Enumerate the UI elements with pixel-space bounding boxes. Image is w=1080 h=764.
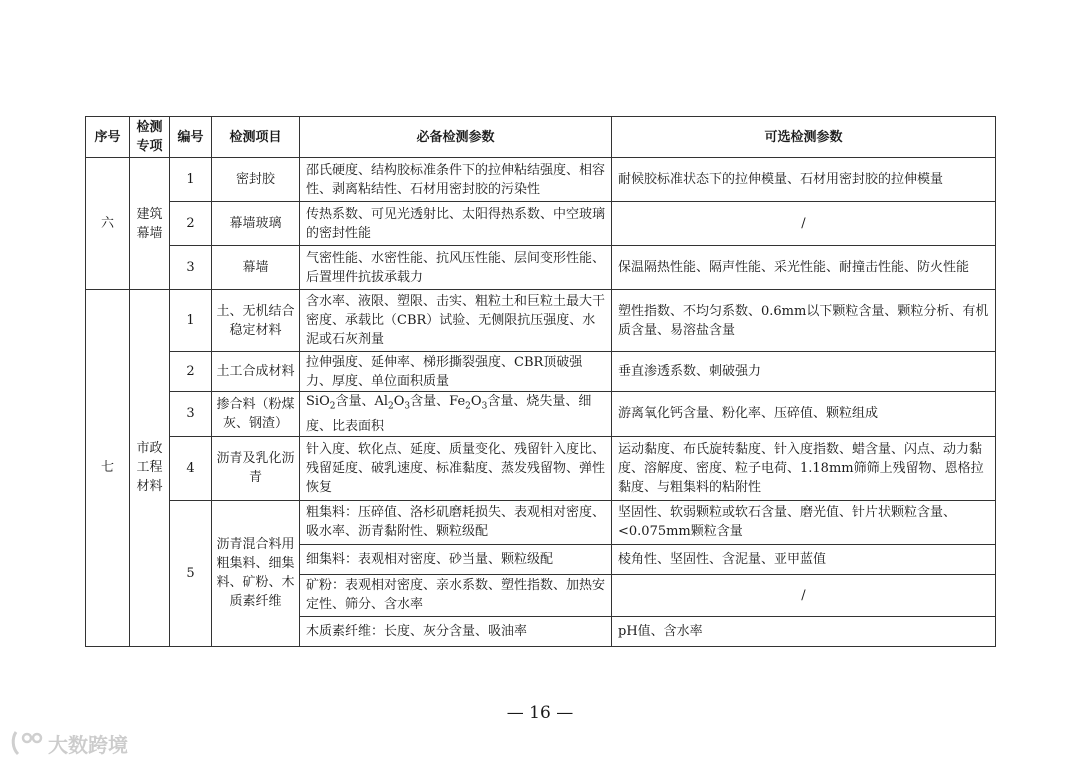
item-optional: / (612, 574, 996, 616)
header-no: 编号 (170, 117, 212, 158)
item-optional: 运动黏度、布氏旋转黏度、针入度指数、蜡含量、闪点、动力黏度、溶解度、密度、粒子电荷、1.18mm筛筛上残留物、恩格拉黏度、与粗集料的粘附性 (612, 436, 996, 500)
item-required: 木质素纤维：长度、灰分含量、吸油率 (300, 616, 612, 646)
table-row (86, 352, 996, 392)
watermark (10, 728, 150, 758)
item-optional: 棱角性、坚固性、含泥量、亚甲蓝值 (612, 544, 996, 574)
item-optional: 游离氧化钙含量、粉化率、压碎值、颗粒组成 (612, 392, 996, 437)
table-row (86, 392, 996, 437)
group-seq: 六 (86, 158, 130, 290)
item-name: 沥青混合料用粗集料、细集料、矿粉、木质素纤维 (212, 500, 300, 646)
item-name: 幕墙玻璃 (212, 202, 300, 246)
item-required: 拉伸强度、延伸率、梯形撕裂强度、CBR顶破强力、厚度、单位面积质量 (300, 352, 612, 392)
item-required: 粗集料：压碎值、洛杉矶磨耗损失、表观相对密度、吸水率、沥青黏附性、颗粒级配 (300, 500, 612, 544)
page-number: — 16 — (506, 703, 574, 723)
item-no: 4 (170, 436, 212, 500)
item-no: 3 (170, 392, 212, 437)
item-required: 邵氏硬度、结构胶标准条件下的拉伸粘结强度、相容性、剥离粘结性、石材用密封胶的污染性 (300, 158, 612, 202)
table-row (86, 436, 996, 500)
table-row (86, 158, 996, 202)
item-no: 2 (170, 202, 212, 246)
table-row (86, 202, 996, 246)
header-optional: 可选检测参数 (612, 117, 996, 158)
group-category: 市政工程材料 (130, 290, 170, 647)
item-optional: 保温隔热性能、隔声性能、采光性能、耐撞击性能、防火性能 (612, 246, 996, 290)
item-name: 幕墙 (212, 246, 300, 290)
item-name: 密封胶 (212, 158, 300, 202)
header-seq: 序号 (86, 117, 130, 158)
spec-table (85, 116, 996, 647)
item-no: 3 (170, 246, 212, 290)
item-optional: 塑性指数、不均匀系数、0.6mm以下颗粒含量、颗粒分析、有机质含量、易溶盐含量 (612, 290, 996, 352)
header-item: 检测项目 (212, 117, 300, 158)
item-optional: / (612, 202, 996, 246)
item-no: 2 (170, 352, 212, 392)
item-optional: 坚固性、软弱颗粒或软石含量、磨光值、针片状颗粒含量、<0.075mm颗粒含量 (612, 500, 996, 544)
header-required: 必备检测参数 (300, 117, 612, 158)
item-required: 矿粉：表观相对密度、亲水系数、塑性指数、加热安定性、筛分、含水率 (300, 574, 612, 616)
item-name: 土、无机结合稳定材料 (212, 290, 300, 352)
item-optional: 垂直渗透系数、刺破强力 (612, 352, 996, 392)
item-required: 含水率、液限、塑限、击实、粗粒土和巨粒土最大干密度、承载比（CBR）试验、无侧限抗压强度、水泥或石灰剂量 (300, 290, 612, 352)
item-name: 土工合成材料 (212, 352, 300, 392)
item-no: 5 (170, 500, 212, 646)
table-row (86, 290, 996, 352)
table-row (86, 500, 996, 544)
item-required: SiO$_2$含量、$Al_2O_3$含量、$Fe_2O_3$含量、烧失量、细度、比表面积 (300, 392, 612, 437)
item-no: 1 (170, 158, 212, 202)
watermark-logo-icon (10, 728, 44, 758)
group-seq: 七 (86, 290, 130, 647)
item-required: 传热系数、可见光透射比、太阳得热系数、中空玻璃的密封性能 (300, 202, 612, 246)
item-optional: pH值、含水率 (612, 616, 996, 646)
item-optional: 耐候胶标准状态下的拉伸模量、石材用密封胶的拉伸模量 (612, 158, 996, 202)
item-name: 沥青及乳化沥青 (212, 436, 300, 500)
header-row (86, 117, 996, 158)
header-category: 检测专项 (130, 117, 170, 158)
item-required: 气密性能、水密性能、抗风压性能、层间变形性能、后置埋件抗拔承载力 (300, 246, 612, 290)
item-required: 针入度、软化点、延度、质量变化、残留针入度比、残留延度、破乳速度、标准黏度、蒸发残留物、弹性恢复 (300, 436, 612, 500)
watermark-text: 大数跨境 (48, 733, 128, 757)
group-category: 建筑幕墙 (130, 158, 170, 290)
item-required: 细集料：表观相对密度、砂当量、颗粒级配 (300, 544, 612, 574)
item-name: 掺合料（粉煤灰、钢渣） (212, 392, 300, 437)
table-row (86, 246, 996, 290)
item-no: 1 (170, 290, 212, 352)
